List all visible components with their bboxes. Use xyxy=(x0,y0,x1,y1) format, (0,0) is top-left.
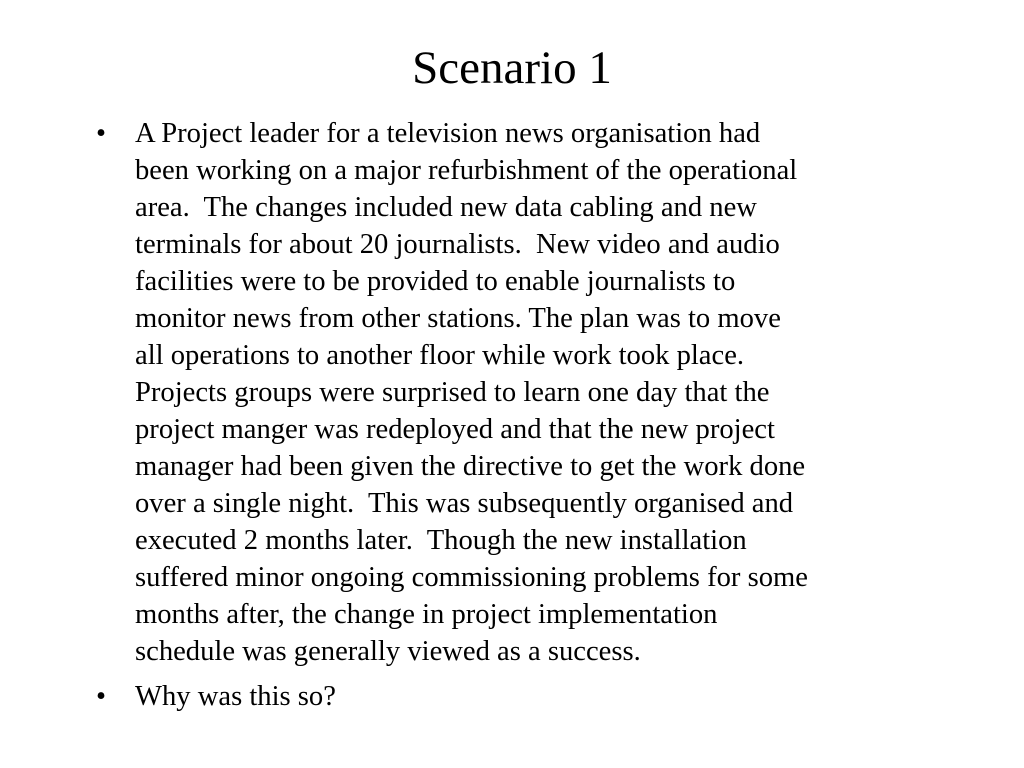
bullet-text-line: manager had been given the directive to get the work done xyxy=(135,451,806,482)
bullet-item-scenario xyxy=(96,115,956,670)
bullet-text-line: facilities were to be provided to enable journalists to xyxy=(135,266,736,297)
bullet-list xyxy=(96,115,956,715)
bullet-text-line: A Project leader for a television news organisation had xyxy=(135,118,761,149)
bullet-text-line: Why was this so? xyxy=(135,681,336,712)
bullet-text-line: been working on a major refurbishment of the operational xyxy=(135,155,798,186)
bullet-text-line: project manger was redeployed and that the new project xyxy=(135,414,775,445)
slide-title: Scenario 1 xyxy=(412,42,612,94)
bullet-text-line: all operations to another floor while work took place. xyxy=(135,340,745,371)
bullet-text-line: schedule was generally viewed as a success. xyxy=(135,636,641,667)
bullet-item-question xyxy=(96,678,956,715)
bullet-icon: • xyxy=(96,681,107,712)
bullet-text-line: months after, the change in project implementation xyxy=(135,599,718,630)
bullet-icon: • xyxy=(96,118,107,149)
bullet-text-line: monitor news from other stations. The plan was to move xyxy=(135,303,781,334)
bullet-text-line: terminals for about 20 journalists. New video and audio xyxy=(135,229,780,260)
bullet-text-line: Projects groups were surprised to learn one day that the xyxy=(135,377,770,408)
bullet-text-line: suffered minor ongoing commissioning problems for some xyxy=(135,562,808,593)
bullet-text-line: executed 2 months later. Though the new installation xyxy=(135,525,747,556)
bullet-text-line: area. The changes included new data cabling and new xyxy=(135,192,757,223)
bullet-text-line: over a single night. This was subsequently organised and xyxy=(135,488,794,519)
